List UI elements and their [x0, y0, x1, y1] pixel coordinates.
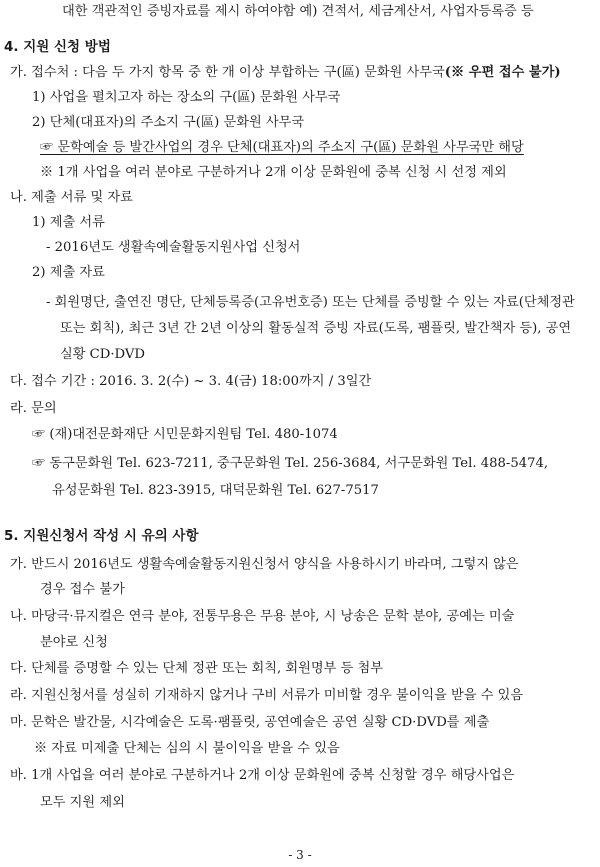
reception-period: 다. 접수 기간 : 2016. 3. 2(수) ~ 3. 4(금) 18:00까지 / 3일간	[10, 374, 372, 389]
no-mail-note: (※ 우편 접수 불가)	[444, 65, 561, 80]
inquiry-centers: ☞ 동구문화원 Tel. 623-7211, 중구문화원 Tel. 256-3684, 서구문화원 Tel. 488-5474,	[32, 456, 549, 471]
reception-place-text: 가. 접수처 : 다음 두 가지 항목 중 한 개 이상 부합하는 구(區) 문화원 사무국	[10, 65, 445, 80]
documents-item-1: - 2016년도 생활속예술활동지원사업 신청서	[46, 240, 301, 255]
note-na: 나. 마당극·뮤지컬은 연극 분야, 전통무용은 무용 분야, 시 낭송은 문학 분야, 공예는 미술	[10, 609, 515, 624]
documents-item-2: - 회원명단, 출연진 명단, 단체등록증(고유번호증) 또는 단체를 증빙할 수 있는 자료(단체정관	[46, 295, 575, 310]
note-ma: 마. 문학은 발간물, 시각예술은 도록·팸플릿, 공연예술은 공연 실황 CD·DVD를 제출	[10, 715, 490, 730]
reception-item-1: 1) 사업을 펼치고자 하는 장소의 구(區) 문화원 사무국	[32, 90, 341, 105]
duplicate-warning: ※ 1개 사업을 여러 분야로 구분하거나 2개 이상 문화원에 중복 신청 시 선정 제외	[40, 165, 507, 180]
note-ra: 라. 지원신청서를 성실히 기재하지 않거나 구비 서류가 미비할 경우 불이익을 받을 수 있음	[10, 688, 524, 703]
inquiry-centers-cont: 유성문화원 Tel. 823-3915, 대덕문화원 Tel. 627-7517	[52, 483, 379, 498]
documents-heading: 나. 제출 서류 및 자료	[10, 190, 133, 205]
documents-item-2-cont: 실황 CD·DVD	[60, 347, 145, 362]
note-da: 다. 단체를 증명할 수 있는 단체 정관 또는 회칙, 회원명부 등 첨부	[10, 661, 383, 676]
note-ga-cont: 경우 접수 불가	[40, 582, 125, 597]
note-ma-warning: ※ 자료 미제출 단체는 심의 시 불이익을 받을 수 있음	[34, 741, 340, 756]
inquiry-heading: 라. 문의	[10, 401, 57, 416]
documents-sub-1: 1) 제출 서류	[32, 215, 105, 230]
note-ba: 바. 1개 사업을 여러 분야로 구분하거나 2개 이상 문화원에 중복 신청할 경우 해당사업은	[10, 768, 515, 783]
page-number: - 3 -	[288, 848, 312, 862]
note-na-cont: 분야로 신청	[40, 635, 108, 650]
note-ga: 가. 반드시 2016년도 생활속예술활동지원신청서 양식을 사용하시기 바라며, 그렇지 않은	[10, 557, 519, 572]
inquiry-foundation: ☞ (재)대전문화재단 시민문화지원팀 Tel. 480-1074	[32, 427, 338, 442]
continued-line: 대한 객관적인 증빙자료를 제시 하여야함 예) 견적서, 세금계산서, 사업자등록증 등	[62, 4, 534, 19]
reception-item-2: 2) 단체(대표자)의 주소지 구(區) 문화원 사무국	[32, 115, 305, 130]
note-ba-cont: 모두 지원 제외	[40, 795, 125, 810]
documents-item-2-cont: 또는 회칙), 최근 3년 간 2년 이상의 활동실적 증빙 자료(도록, 팸플릿, 발간책자 등), 공연	[60, 321, 572, 336]
documents-sub-2: 2) 제출 자료	[32, 265, 105, 280]
section-4-title: 4. 지원 신청 방법	[4, 39, 111, 55]
reception-place-line	[10, 64, 561, 82]
publication-note: ☞ 문학예술 등 발간사업의 경우 단체(대표자)의 주소지 구(區) 문화원 사무국만 해당	[40, 140, 524, 155]
section-5-title: 5. 지원신청서 작성 시 유의 사항	[4, 528, 199, 544]
